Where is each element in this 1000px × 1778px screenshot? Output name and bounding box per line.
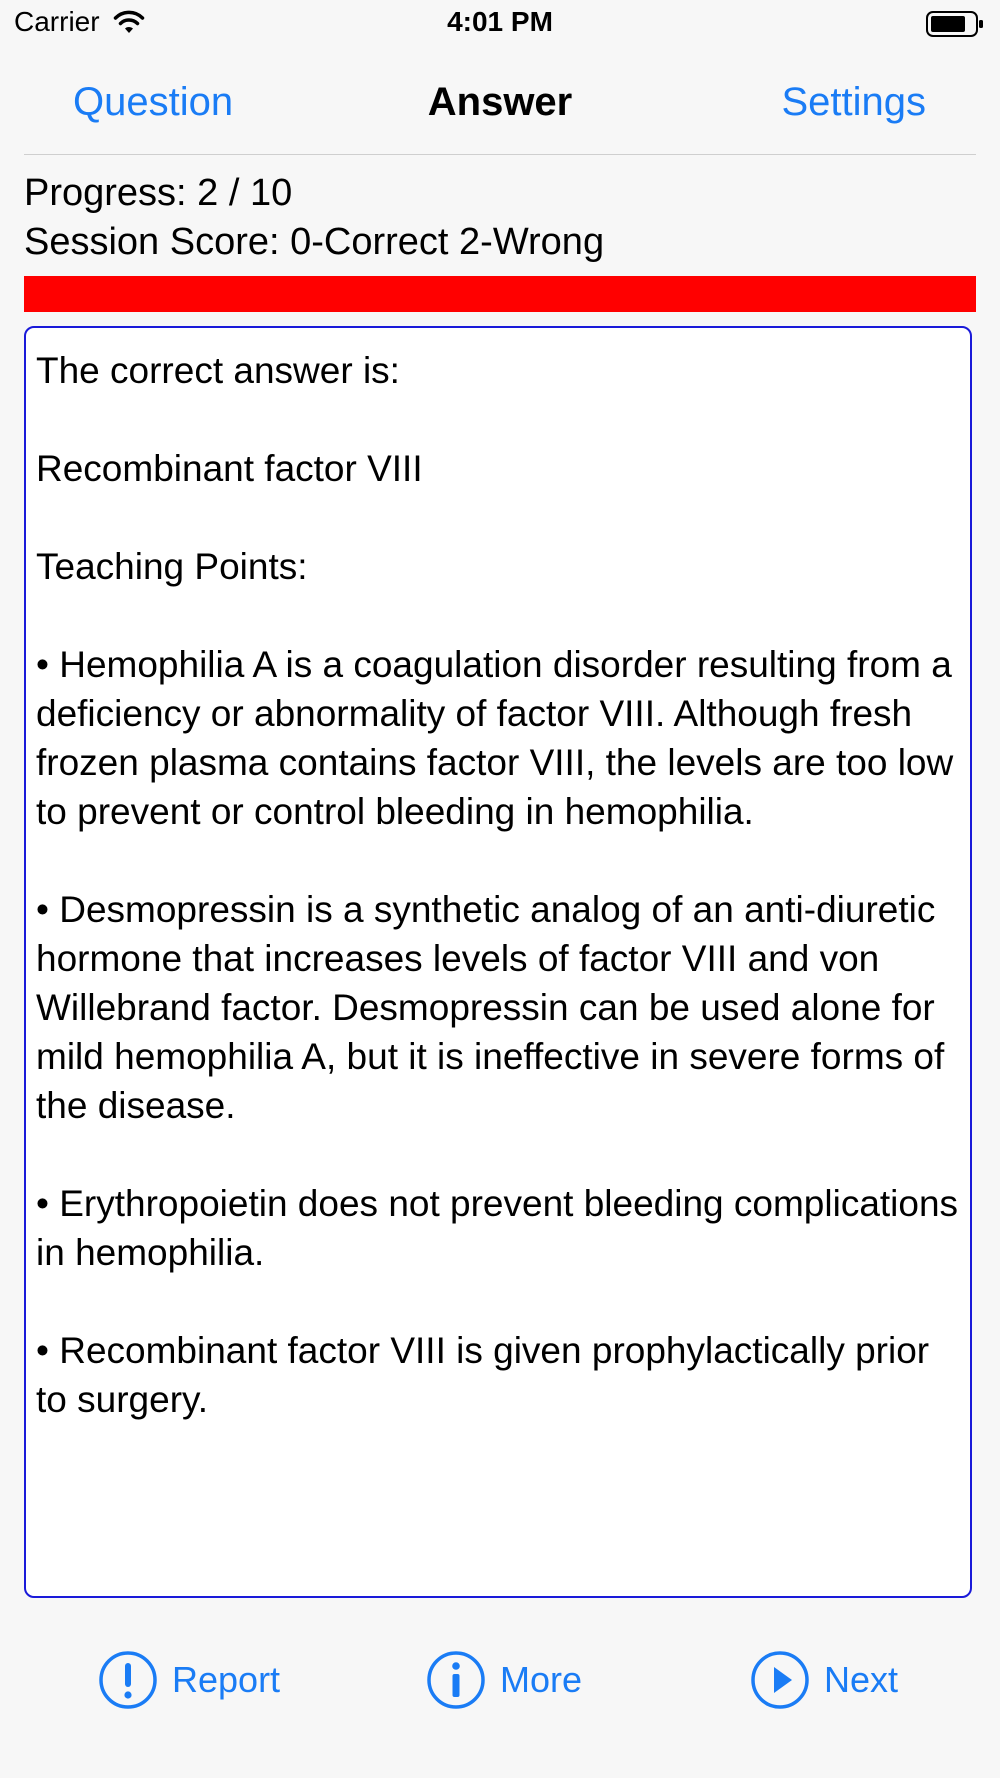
nav-divider xyxy=(24,154,976,155)
report-label: Report xyxy=(172,1659,281,1700)
play-circle-icon xyxy=(750,1650,810,1710)
teaching-point: • Erythropoietin does not prevent bleeding complications in hemophilia. xyxy=(36,1183,959,1273)
carrier-label: Carrier xyxy=(14,6,100,37)
correct-answer: Recombinant factor VIII xyxy=(36,448,423,489)
teaching-heading: Teaching Points: xyxy=(36,546,308,587)
answer-text-box[interactable] xyxy=(24,326,972,1598)
status-time: 4:01 PM xyxy=(447,6,553,37)
status-bar xyxy=(0,0,1000,50)
score-bar xyxy=(24,276,976,312)
info-circle-icon xyxy=(426,1650,486,1710)
teaching-point: • Hemophilia A is a coagulation disorder resulting from a deficiency or abnormality of factor VIII. Although fresh frozen plasma contains factor VIII, the levels are too low to prevent or control bleeding in hemophilia. xyxy=(36,644,954,832)
teaching-point: • Desmopressin is a synthetic analog of an anti-diuretic hormone that increases levels of factor VIII and von Willebrand factor. Desmopressin can be used alone for mild hemophilia A, but it is ineffective in severe forms of the disease. xyxy=(36,889,945,1126)
report-button[interactable] xyxy=(98,1650,280,1710)
more-label: More xyxy=(500,1659,583,1700)
score-bar-fill xyxy=(24,276,976,312)
tab-question[interactable]: Question xyxy=(73,80,234,124)
tab-answer[interactable]: Answer xyxy=(427,80,573,124)
progress-count: Progress: 2 / 10 xyxy=(24,172,293,214)
teaching-point: • Recombinant factor VIII is given prophylactically prior to surgery. xyxy=(36,1330,930,1420)
tab-bar xyxy=(0,50,1000,154)
answer-intro: The correct answer is: xyxy=(36,350,400,391)
next-label: Next xyxy=(824,1659,899,1700)
tab-settings[interactable]: Settings xyxy=(781,80,926,124)
more-button[interactable] xyxy=(426,1650,582,1710)
bottom-toolbar xyxy=(0,1640,1000,1730)
exclamation-circle-icon xyxy=(98,1650,158,1710)
battery-icon xyxy=(926,10,984,38)
session-score: Session Score: 0-Correct 2-Wrong xyxy=(24,221,605,263)
next-button[interactable] xyxy=(750,1650,898,1710)
